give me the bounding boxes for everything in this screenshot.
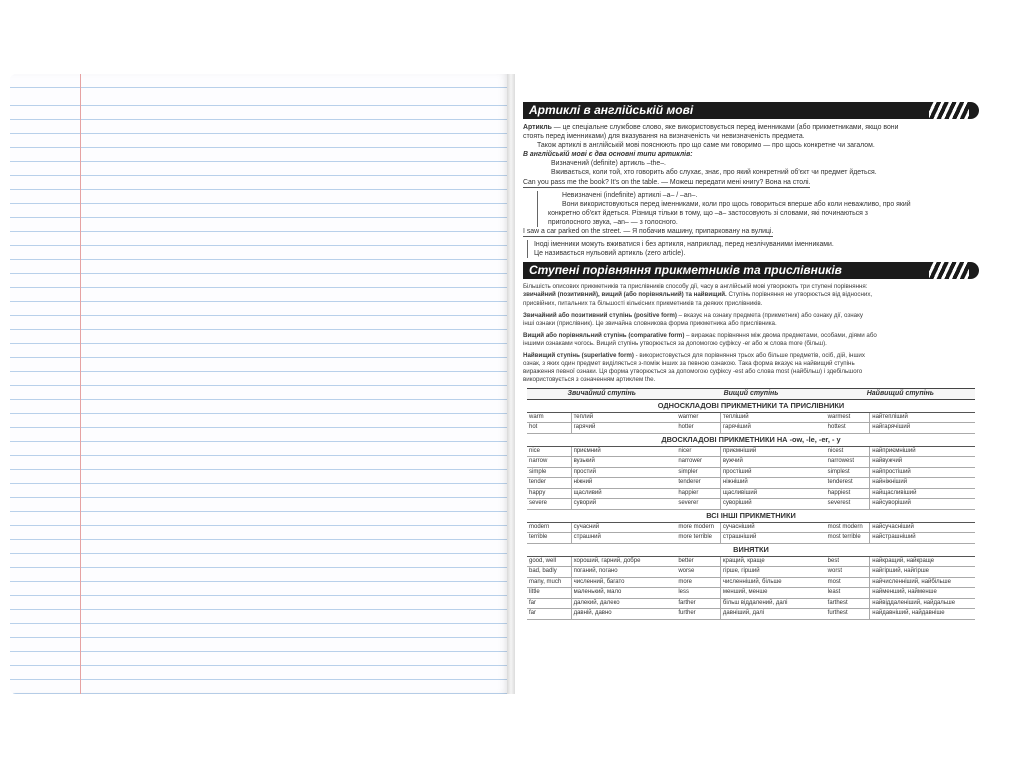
table-cell-ukrainian: вузький <box>571 457 676 468</box>
reference-content <box>523 102 979 620</box>
table-cell-ukrainian: найприємніший <box>870 446 975 457</box>
positive-text-2: інші ознаки (прислівник). Це звичайна словникова форма прикметника або прислівника. <box>523 319 777 327</box>
table-cell-ukrainian: ніжний <box>571 478 676 489</box>
table-cell-english: hot <box>527 423 571 434</box>
table-cell-ukrainian: менший, менше <box>720 588 825 599</box>
table-cell-english: most modern <box>826 522 870 533</box>
table-header-row <box>527 389 975 400</box>
table-cell-english: hottest <box>826 423 870 434</box>
table-group-row <box>527 543 975 556</box>
table-cell-english: severe <box>527 499 571 510</box>
table-group-title: ДВОСКЛАДОВІ ПРИКМЕТНИКИ НА -ow, -le, -er, - y <box>527 433 975 446</box>
table-cell-english: farthest <box>826 598 870 609</box>
table-cell-english: good, well <box>527 556 571 567</box>
table-cell-ukrainian: теплий <box>571 412 676 423</box>
superlative-text-3: вираження певної ознаки. Ця форма утворюється за допомогою суфіксу -est або слова most (найбільш) і здебільшого <box>523 368 863 376</box>
table-cell-english: warm <box>527 412 571 423</box>
table-cell-ukrainian: найдавніший, найдавніше <box>870 609 975 620</box>
table-group-title: ОДНОСКЛАДОВІ ПРИКМЕТНИКИ ТА ПРИСЛІВНИКИ <box>527 399 975 412</box>
articles-banner <box>523 102 979 119</box>
zero-article-line-1: Іноді іменники можуть вживатися і без артикля, наприклад, перед незлічуваними іменниками. <box>534 241 834 249</box>
degrees-section <box>523 283 979 384</box>
table-cell-ukrainian: приємніший <box>720 446 825 457</box>
table-cell-english: least <box>826 588 870 599</box>
table-cell-english: little <box>527 588 571 599</box>
table-cell-ukrainian: найпростіший <box>870 467 975 478</box>
header-positive: Звичайний ступінь <box>527 389 676 400</box>
table-row <box>527 522 975 533</box>
table-cell-ukrainian: маленький, мало <box>571 588 676 599</box>
definite-desc: Вживається, коли той, хто говорить або слухає, знає, про який конкретний об'єкт чи предмет йдеться. <box>551 169 877 177</box>
intro-text-1: Більшість описових прикметників та прислівників способу дії, часу в англійській мові утворюють три ступені порівняння: <box>523 283 868 291</box>
table-cell-english: tenderer <box>676 478 720 489</box>
table-cell-ukrainian: найстрашніший <box>870 533 975 544</box>
table-cell-english: severest <box>826 499 870 510</box>
table-cell-english: simpler <box>676 467 720 478</box>
table-cell-english: happy <box>527 488 571 499</box>
table-cell-english: nice <box>527 446 571 457</box>
degrees-intro <box>523 283 979 307</box>
table-cell-ukrainian: найгірший, найгірше <box>870 567 975 578</box>
table-cell-ukrainian: численніший, більше <box>720 577 825 588</box>
table-cell-ukrainian: численний, багато <box>571 577 676 588</box>
comparative-paragraph <box>523 332 979 348</box>
table-cell-english: worse <box>676 567 720 578</box>
definition-text: — це спеціальне службове слово, яке використовується перед іменниками (або прикметниками, якщо вони <box>551 124 899 131</box>
indefinite-desc-2: конкретно об'єкт йдеться. Різниця тільки в тому, що –a– застосовують зі словами, які починаються з <box>548 209 868 217</box>
table-cell-english: tenderest <box>826 478 870 489</box>
table-cell-ukrainian: гарячий <box>571 423 676 434</box>
table-cell-ukrainian: найсучасніший <box>870 522 975 533</box>
ruled-page <box>10 74 508 694</box>
table-row <box>527 423 975 434</box>
table-row <box>527 446 975 457</box>
table-cell-ukrainian: поганий, погано <box>571 567 676 578</box>
table-cell-english: warmer <box>676 412 720 423</box>
table-group-row <box>527 433 975 446</box>
table-cell-ukrainian: простий <box>571 467 676 478</box>
table-cell-english: simple <box>527 467 571 478</box>
table-cell-english: more terrible <box>676 533 720 544</box>
table-cell-english: terrible <box>527 533 571 544</box>
table-row <box>527 533 975 544</box>
table-cell-english: bad, badly <box>527 567 571 578</box>
definition-text-3: Також артиклі в англійській мові пояснюють про що саме ми говоримо — про щось конкретне чи загалом. <box>537 142 875 150</box>
margin-line <box>80 74 81 694</box>
comparison-table <box>527 388 975 620</box>
table-row <box>527 467 975 478</box>
table-cell-english: most <box>826 577 870 588</box>
superlative-text-1: - використовується для порівняння трьох або більше предметів, осіб, дій, інших <box>633 351 865 359</box>
table-cell-ukrainian: кращий, краще <box>720 556 825 567</box>
article-definition <box>523 123 979 132</box>
table-cell-english: tender <box>527 478 571 489</box>
table-cell-english: happiest <box>826 488 870 499</box>
superlative-text-2: ознак, з яких один предмет виділяється з-поміж інших за певною ознакою. Така форма вказує на найвищий ступінь <box>523 360 855 368</box>
table-cell-english: best <box>826 556 870 567</box>
notebook-spine <box>507 74 515 694</box>
table-cell-english: modern <box>527 522 571 533</box>
articles-title: Артиклі в англійській мові <box>529 103 694 117</box>
table-cell-ukrainian: суворіший <box>720 499 825 510</box>
table-cell-english: narrow <box>527 457 571 468</box>
table-cell-ukrainian: давніший, далі <box>720 609 825 620</box>
table-cell-ukrainian: найніжніший <box>870 478 975 489</box>
table-cell-ukrainian: найкращий, найкраще <box>870 556 975 567</box>
table-cell-ukrainian: щасливий <box>571 488 676 499</box>
indefinite-block <box>537 191 979 227</box>
table-group-title: ВИНЯТКИ <box>527 543 975 556</box>
table-row <box>527 556 975 567</box>
table-cell-ukrainian: простіший <box>720 467 825 478</box>
zero-article-block <box>527 240 979 258</box>
table-cell-english: narrowest <box>826 457 870 468</box>
banner-stripe <box>929 262 969 279</box>
table-cell-english: simplest <box>826 467 870 478</box>
table-cell-ukrainian: далекий, далеко <box>571 598 676 609</box>
table-cell-ukrainian: суворий <box>571 499 676 510</box>
table-cell-english: far <box>527 598 571 609</box>
table-cell-english: most terrible <box>826 533 870 544</box>
table-row <box>527 412 975 423</box>
positive-text-1: – вказує на ознаку предмета (прикметник) або ознаку дії, ознаку <box>676 311 863 319</box>
table-cell-english: better <box>676 556 720 567</box>
table-row <box>527 457 975 468</box>
table-cell-ukrainian: найгарячіший <box>870 423 975 434</box>
comparative-text-1: – виражає порівняння між двома предметами, особами, діями або <box>684 331 877 339</box>
definite-example: Can you pass me the book? It's on the table. — Можеш передати мені книгу? Вона на столі. <box>523 178 810 188</box>
table-cell-ukrainian: ніжніший <box>720 478 825 489</box>
table-cell-english: hotter <box>676 423 720 434</box>
comparative-text-2: іншими ознаками чогось. Вищий ступінь утворюється за допомогою суфіксу -er або ж слова more (більш). <box>523 339 827 347</box>
table-row <box>527 488 975 499</box>
positive-term: Звичайний або позитивний ступінь (positive form) <box>523 311 677 319</box>
table-cell-english: severer <box>676 499 720 510</box>
positive-paragraph <box>523 312 979 328</box>
degrees-title: Ступені порівняння прикметників та прислівників <box>529 263 842 278</box>
table-cell-english: further <box>676 609 720 620</box>
table-cell-english: less <box>676 588 720 599</box>
indefinite-label: Невизначені (indefinite) артиклі –a– / –an–. <box>562 191 698 199</box>
table-row <box>527 588 975 599</box>
table-cell-english: warmest <box>826 412 870 423</box>
table-cell-english: many, much <box>527 577 571 588</box>
banner-stripe <box>929 102 969 119</box>
table-cell-english: farther <box>676 598 720 609</box>
table-cell-english: furthest <box>826 609 870 620</box>
table-cell-english: far <box>527 609 571 620</box>
table-cell-ukrainian: найчисленніший, найбільше <box>870 577 975 588</box>
table-row <box>527 598 975 609</box>
indefinite-example: I saw a car parked on the street. — Я побачив машину, припарковану на вулиці. <box>523 227 773 237</box>
header-comparative: Вищий ступінь <box>676 389 825 400</box>
table-cell-ukrainian: вужчий <box>720 457 825 468</box>
articles-section <box>523 123 979 258</box>
table-cell-english: nicest <box>826 446 870 457</box>
degrees-banner <box>523 262 979 279</box>
header-superlative: Найвищий ступінь <box>826 389 975 400</box>
table-cell-ukrainian: гірше, гірший <box>720 567 825 578</box>
table-cell-ukrainian: найсуворіший <box>870 499 975 510</box>
comparative-term: Вищий або порівняльний ступінь (comparative form) <box>523 331 685 339</box>
reference-page <box>515 74 1014 694</box>
types-heading: В англійській мові є два основні типи артиклів: <box>523 151 693 159</box>
indefinite-desc-1: Вони використовуються перед іменниками, коли про щось говориться вперше або коли неважливо, про який <box>562 200 911 208</box>
table-cell-ukrainian: найвужчий <box>870 457 975 468</box>
table-cell-ukrainian: найщасливіший <box>870 488 975 499</box>
intro-text-2: Ступінь порівняння не утворюється від відносних, <box>726 291 873 299</box>
table-group-row <box>527 509 975 522</box>
table-row <box>527 499 975 510</box>
table-cell-english: happier <box>676 488 720 499</box>
table-cell-ukrainian: найтепліший <box>870 412 975 423</box>
table-cell-ukrainian: найвіддаленіший, найдальше <box>870 598 975 609</box>
table-cell-english: narrower <box>676 457 720 468</box>
table-cell-ukrainian: приємний <box>571 446 676 457</box>
definite-label: Визначений (definite) артикль –the–. <box>551 160 666 168</box>
table-cell-ukrainian: найменший, найменше <box>870 588 975 599</box>
intro-bold: звичайний (позитивний), вищий (або порівняльний) та найвищий. <box>523 291 727 299</box>
table-row <box>527 609 975 620</box>
table-cell-ukrainian: тепліший <box>720 412 825 423</box>
definition-text-2: стоять перед іменниками) для вказування на визначеність чи невизначеність предмета. <box>523 133 805 141</box>
table-cell-ukrainian: гарячіший <box>720 423 825 434</box>
table-cell-ukrainian: сучасніший <box>720 522 825 533</box>
table-cell-english: worst <box>826 567 870 578</box>
table-cell-ukrainian: страшніший <box>720 533 825 544</box>
open-notebook <box>10 74 1014 694</box>
table-group-title: ВСІ ІНШІ ПРИКМЕТНИКИ <box>527 509 975 522</box>
indefinite-desc-3: приголосного звука, –an– — з голосного. <box>548 218 678 226</box>
zero-article-line-2: Це називається нульовий артикль (zero article). <box>534 250 686 258</box>
table-cell-english: nicer <box>676 446 720 457</box>
superlative-text-4: використовується з означенням артиклем the. <box>523 376 656 384</box>
table-cell-ukrainian: сучасний <box>571 522 676 533</box>
table-row <box>527 567 975 578</box>
superlative-paragraph <box>523 352 979 384</box>
superlative-term: Найвищий ступінь (superlative form) <box>523 351 634 359</box>
table-cell-ukrainian: страшний <box>571 533 676 544</box>
intro-text-3: присвійних, питальних та більшості кількісних прикметників та деяких прислівників. <box>523 299 763 307</box>
table-cell-ukrainian: щасливіший <box>720 488 825 499</box>
table-group-row <box>527 399 975 412</box>
table-cell-ukrainian: давній, давно <box>571 609 676 620</box>
definition-term: Артикль <box>523 124 552 131</box>
table-cell-ukrainian: більш віддалений, далі <box>720 598 825 609</box>
table-cell-ukrainian: хороший, гарний, добре <box>571 556 676 567</box>
table-cell-english: more <box>676 577 720 588</box>
table-cell-english: more modern <box>676 522 720 533</box>
table-row <box>527 577 975 588</box>
table-row <box>527 478 975 489</box>
